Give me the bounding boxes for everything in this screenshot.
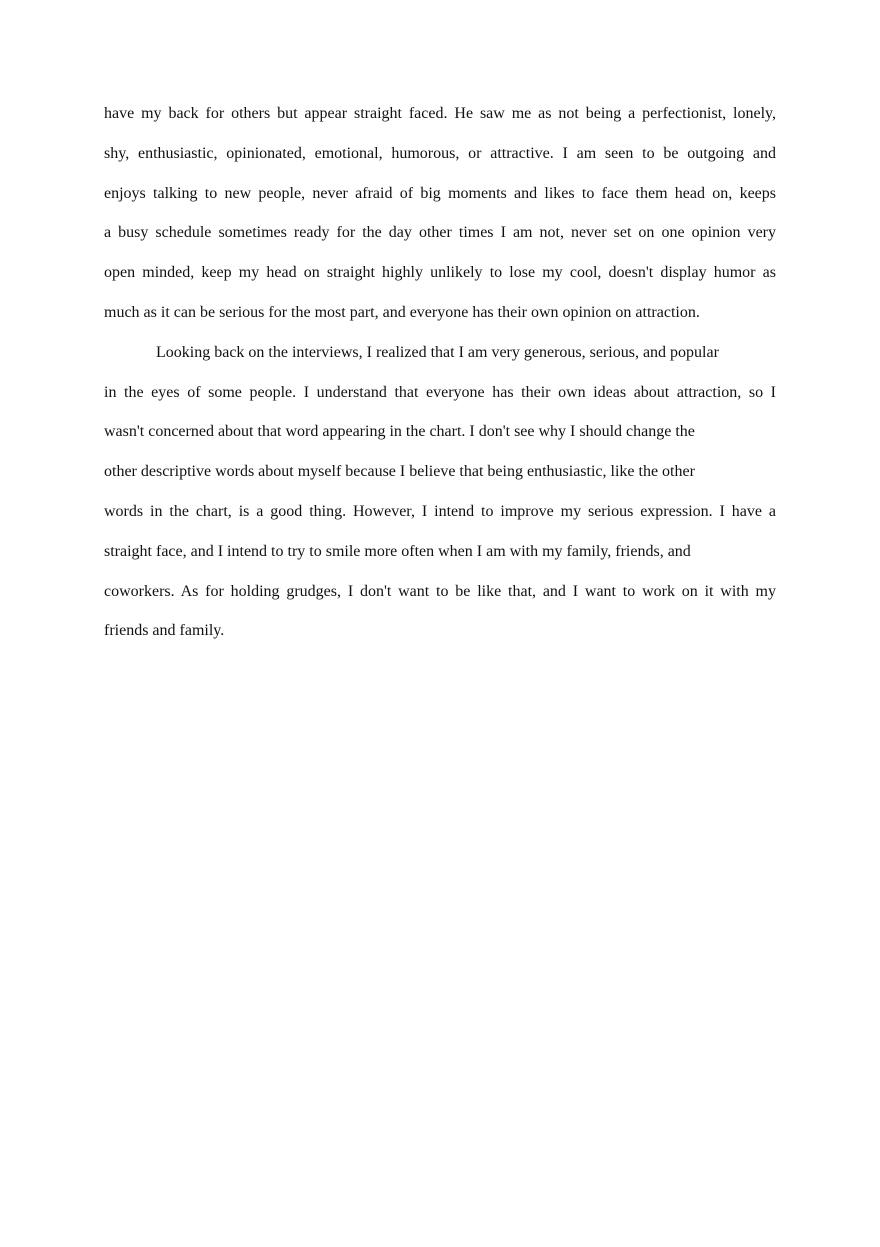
text-line: shy, enthusiastic, opinionated, emotional, humorous, or attractive. I am seen to be outgoing and — [104, 144, 776, 162]
text-line: coworkers. As for holding grudges, I don't want to be like that, and I want to work on it with my — [104, 582, 776, 600]
text-line: enjoys talking to new people, never afraid of big moments and likes to face them head on, keeps — [104, 184, 776, 202]
paragraph — [104, 100, 776, 339]
text-line: straight face, and I intend to try to smile more often when I am with my family, friends, and — [104, 542, 691, 560]
text-line: a busy schedule sometimes ready for the day other times I am not, never set on one opinion very — [104, 224, 776, 242]
text-line: wasn't concerned about that word appearing in the chart. I don't see why I should change the — [104, 423, 695, 441]
text-line: other descriptive words about myself because I believe that being enthusiastic, like the other — [104, 463, 695, 481]
text-line: much as it can be serious for the most part, and everyone has their own opinion on attraction. — [104, 303, 700, 321]
body-text — [104, 100, 776, 657]
text-line: open minded, keep my head on straight highly unlikely to lose my cool, doesn't display humor as — [104, 264, 776, 282]
paragraph — [104, 339, 776, 657]
text-line: friends and family. — [104, 622, 225, 640]
text-line: Looking back on the interviews, I realized that I am very generous, serious, and popular — [156, 343, 719, 361]
text-line: words in the chart, is a good thing. However, I intend to improve my serious expression. I have a — [104, 502, 776, 520]
text-line: have my back for others but appear straight faced. He saw me as not being a perfectionist, lonely, — [104, 105, 776, 122]
text-line: in the eyes of some people. I understand that everyone has their own ideas about attraction, so I — [104, 383, 776, 401]
